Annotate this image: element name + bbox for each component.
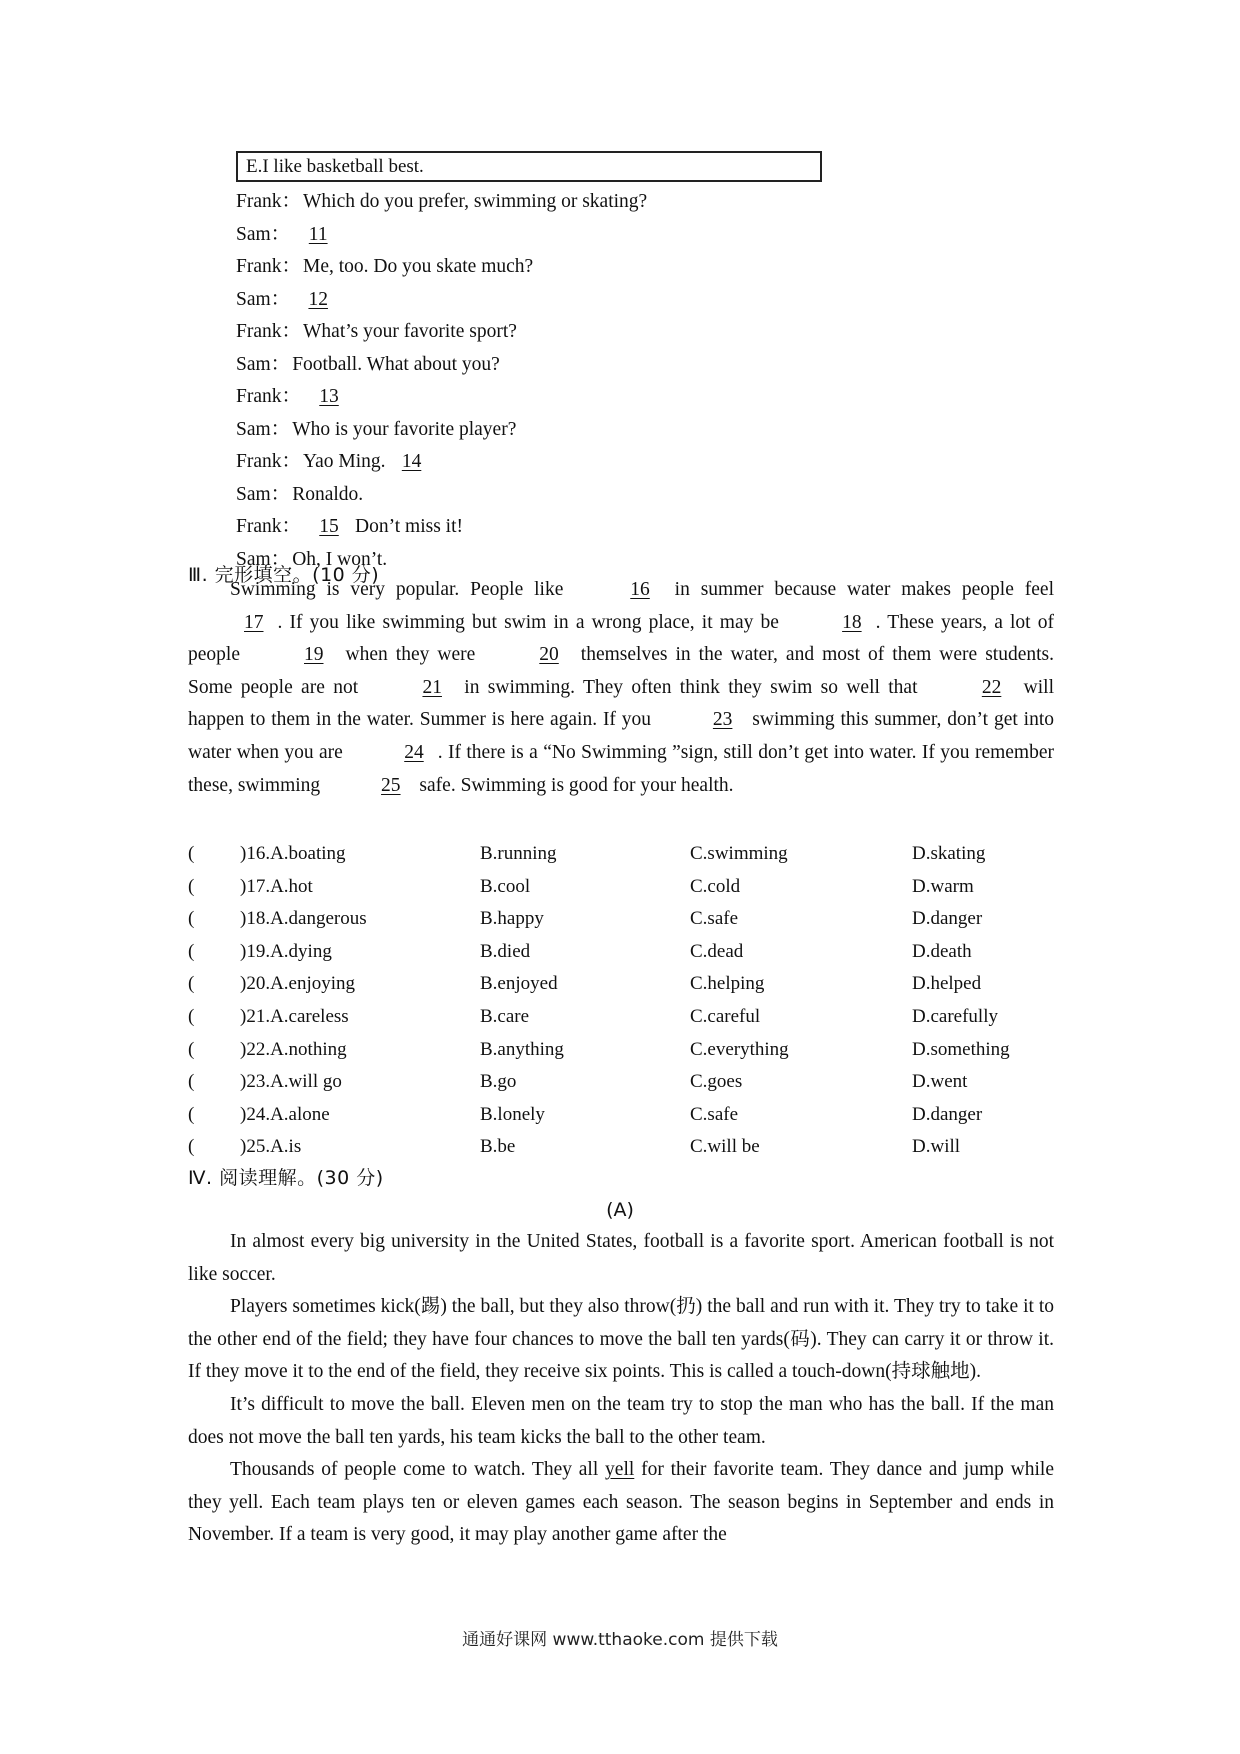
- answer-paren[interactable]: (: [188, 1038, 195, 1060]
- cloze-options: [188, 838, 1054, 1164]
- speaker-colon: ：: [281, 256, 302, 277]
- reading-paragraph: It’s difficult to move the ball. Eleven men on the team try to stop the man who has the ball. If the man does not move the ball ten yards, his team kicks the ball to the other team.: [188, 1393, 1054, 1448]
- option-a[interactable]: )18.A.dangerous: [240, 908, 367, 930]
- speaker-name: Sam: [236, 223, 271, 245]
- cloze-text: will happen to them in the water. Summer is here again. If you: [188, 676, 1054, 731]
- cloze-text: Swimming is very popular. People like: [230, 579, 575, 600]
- answer-paren[interactable]: (: [188, 875, 195, 897]
- cloze-blank[interactable]: 17: [244, 611, 264, 633]
- option-row: [188, 1034, 1054, 1067]
- dialog-line: [236, 414, 647, 447]
- answer-blank[interactable]: 11: [308, 223, 328, 245]
- dialog-text: Football. What about you?: [292, 353, 500, 375]
- cloze-text: safe. Swimming is good for your health.: [414, 774, 734, 796]
- underlined-word: yell: [605, 1459, 635, 1481]
- speaker-name: Sam: [236, 483, 271, 505]
- option-c[interactable]: C.safe: [690, 1103, 739, 1125]
- page-footer: 通通好课网 www.tthaoke.com 提供下载: [462, 1630, 778, 1650]
- cloze-blank[interactable]: 16: [630, 579, 650, 600]
- answer-blank[interactable]: 15: [319, 516, 339, 537]
- dialog-line: [236, 251, 647, 284]
- answer-paren[interactable]: (: [188, 1005, 195, 1027]
- answer-paren[interactable]: (: [188, 843, 195, 864]
- speaker-name: Sam: [236, 418, 271, 440]
- option-c[interactable]: C.everything: [690, 1038, 789, 1060]
- answer-paren[interactable]: (: [188, 1071, 195, 1093]
- answer-paren[interactable]: (: [188, 940, 195, 962]
- option-row: [188, 1099, 1054, 1132]
- speaker-colon: ：: [270, 483, 291, 505]
- option-c[interactable]: C.helping: [690, 973, 765, 995]
- dialog-text: Who is your favorite player?: [292, 418, 517, 440]
- option-a[interactable]: )19.A.dying: [240, 940, 332, 962]
- speaker-name: Sam: [236, 548, 271, 570]
- speaker-name: Frank: [236, 191, 282, 212]
- speaker-name: Frank: [236, 451, 282, 472]
- option-a[interactable]: )25.A.is: [240, 1136, 302, 1158]
- speaker-colon: ：: [281, 321, 302, 342]
- option-c[interactable]: C.dead: [690, 940, 744, 962]
- option-d[interactable]: D.death: [912, 940, 972, 962]
- cloze-blank[interactable]: 24: [404, 741, 424, 763]
- section-4-heading: Ⅳ. 阅读理解。(30 分): [188, 1167, 384, 1189]
- reading-text: Thousands of people come to watch. They all: [230, 1459, 606, 1481]
- answer-paren[interactable]: (: [188, 1136, 195, 1158]
- option-d[interactable]: D.went: [912, 1071, 968, 1093]
- option-b[interactable]: B.be: [480, 1136, 516, 1158]
- boxed-answer-option: E.I like basketball best.: [236, 151, 822, 182]
- answer-blank[interactable]: 12: [308, 288, 328, 310]
- section-3-heading: Ⅲ. 完形填空。(10 分): [188, 564, 380, 586]
- reading-paragraph: In almost every big university in the United States, football is a favorite sport. American football is not like soccer.: [188, 1231, 1054, 1285]
- option-c[interactable]: C.safe: [690, 908, 739, 930]
- option-a[interactable]: )23.A.will go: [240, 1071, 342, 1093]
- dialog-line: [236, 446, 647, 479]
- cloze-text: in summer because water makes people feel: [663, 579, 1054, 600]
- option-c[interactable]: C.goes: [690, 1071, 743, 1093]
- speaker-name: Sam: [236, 288, 271, 310]
- cloze-text: . If there is a “No Swimming ”sign, still don’t get into water. If you remember these, swimming: [188, 741, 1054, 796]
- cloze-paragraph: [188, 574, 1054, 802]
- speaker-colon: ：: [270, 548, 291, 570]
- cloze-text: swimming this summer, don’t get into water when you are: [188, 709, 1054, 763]
- cloze-blank[interactable]: 22: [981, 676, 1002, 698]
- speaker-colon: ：: [281, 516, 302, 537]
- option-b[interactable]: B.care: [480, 1005, 530, 1027]
- option-row: [188, 968, 1054, 1001]
- dialog-line: [236, 511, 647, 544]
- dialog-text: Yao Ming.: [303, 451, 386, 472]
- speaker-name: Frank: [236, 256, 282, 277]
- option-c[interactable]: C.swimming: [690, 843, 788, 864]
- cloze-text: . If you like swimming but swim in a wrong place, it may be: [277, 611, 787, 633]
- dialog-text: Which do you prefer, swimming or skating?: [303, 191, 648, 212]
- reading-paragraph: [188, 1454, 1054, 1552]
- answer-blank[interactable]: 14: [401, 451, 422, 472]
- cloze-passage: [188, 574, 1054, 802]
- option-c[interactable]: C.careful: [690, 1005, 761, 1027]
- cloze-blank[interactable]: 20: [539, 644, 559, 666]
- dialog-line: [236, 381, 647, 414]
- option-a[interactable]: )17.A.hot: [240, 875, 313, 897]
- dialog-line: [236, 479, 647, 512]
- cloze-blank[interactable]: 23: [712, 709, 733, 731]
- option-a[interactable]: )16.A.boating: [240, 843, 346, 864]
- reading-text: for their favorite team. They dance and jump while they yell. Each team plays ten or eleven games each season. The season begins in September and ends in November. If a team is very good, it may play another game after the: [188, 1459, 1054, 1546]
- speaker-name: Frank: [236, 516, 282, 537]
- option-a[interactable]: )24.A.alone: [240, 1103, 330, 1125]
- option-row: [188, 903, 1054, 936]
- option-b[interactable]: B.happy: [480, 908, 544, 930]
- speaker-colon: ：: [281, 191, 302, 212]
- option-d[interactable]: D.skating: [912, 843, 986, 864]
- dialog-line: [236, 349, 647, 382]
- speaker-colon: ：: [270, 288, 291, 310]
- reading-passage-a: [188, 1226, 1054, 1552]
- option-a[interactable]: )22.A.nothing: [240, 1038, 347, 1060]
- speaker-colon: ：: [270, 418, 291, 440]
- option-d[interactable]: D.something: [912, 1038, 1010, 1060]
- dialog-text: What’s your favorite sport?: [303, 321, 517, 342]
- speaker-colon: ：: [281, 386, 302, 407]
- option-d[interactable]: D.warm: [912, 875, 974, 897]
- dialog-text: Don’t miss it!: [355, 516, 463, 537]
- option-b[interactable]: B.enjoyed: [480, 973, 558, 995]
- cloze-text: when they were: [337, 644, 484, 666]
- speaker-colon: ：: [270, 353, 291, 375]
- option-d[interactable]: D.will: [912, 1136, 961, 1158]
- dialog-line: [236, 316, 647, 349]
- option-row: [188, 1131, 1054, 1164]
- speaker-name: Frank: [236, 386, 282, 407]
- dialog-text: Me, too. Do you skate much?: [303, 256, 534, 277]
- option-row: [188, 871, 1054, 904]
- option-c[interactable]: C.will be: [690, 1136, 760, 1158]
- cloze-text: themselves in the water, and most of them were students. Some people are not: [188, 644, 1054, 698]
- answer-paren[interactable]: (: [188, 908, 195, 930]
- answer-paren[interactable]: (: [188, 1103, 195, 1125]
- cloze-blank[interactable]: 18: [842, 611, 862, 633]
- cloze-blank[interactable]: 19: [304, 644, 324, 666]
- option-row: [188, 936, 1054, 969]
- passage-a-label: (A): [606, 1199, 634, 1221]
- option-a[interactable]: )21.A.careless: [240, 1005, 349, 1027]
- option-d[interactable]: D.danger: [912, 1103, 983, 1125]
- option-b[interactable]: B.running: [480, 843, 557, 864]
- dialog-line: [236, 186, 647, 219]
- speaker-colon: ：: [281, 451, 302, 472]
- option-row: [188, 1001, 1054, 1034]
- dialogue: [236, 186, 647, 576]
- speaker-name: Frank: [236, 321, 282, 342]
- option-c[interactable]: C.cold: [690, 875, 741, 897]
- option-row: [188, 1066, 1054, 1099]
- option-d[interactable]: D.danger: [912, 908, 983, 930]
- dialog-text: Oh, I won’t.: [292, 548, 388, 570]
- option-b[interactable]: B.died: [480, 940, 531, 962]
- option-row: [188, 838, 1054, 871]
- speaker-name: Sam: [236, 353, 271, 375]
- dialog-line: [236, 284, 647, 317]
- cloze-blank[interactable]: 21: [422, 676, 442, 698]
- option-a[interactable]: )20.A.enjoying: [240, 973, 356, 995]
- dialog-text: Ronaldo.: [292, 483, 364, 505]
- option-b[interactable]: B.lonely: [480, 1103, 545, 1125]
- reading-paragraph: Players sometimes kick(踢) the ball, but they also throw(扔) the ball and run with it. They try to take it to the other end of the field; they have four chances to move the ball ten yards(码). They can carry it or throw it. If they move it to the end of the field, they receive six points. This is called a touch-down(持球触地).: [188, 1296, 1054, 1383]
- speaker-colon: ：: [270, 223, 291, 245]
- option-b[interactable]: B.go: [480, 1071, 517, 1093]
- option-b[interactable]: B.cool: [480, 875, 531, 897]
- option-d[interactable]: D.helped: [912, 973, 982, 995]
- cloze-text: . These years, a lot of people: [188, 611, 1054, 666]
- dialog-line: [236, 219, 647, 252]
- cloze-text: in swimming. They often think they swim so well that: [455, 676, 926, 698]
- option-b[interactable]: B.anything: [480, 1038, 564, 1060]
- cloze-blank[interactable]: 25: [381, 774, 401, 796]
- option-d[interactable]: D.carefully: [912, 1005, 998, 1027]
- answer-blank[interactable]: 13: [319, 386, 339, 407]
- answer-paren[interactable]: (: [188, 973, 195, 995]
